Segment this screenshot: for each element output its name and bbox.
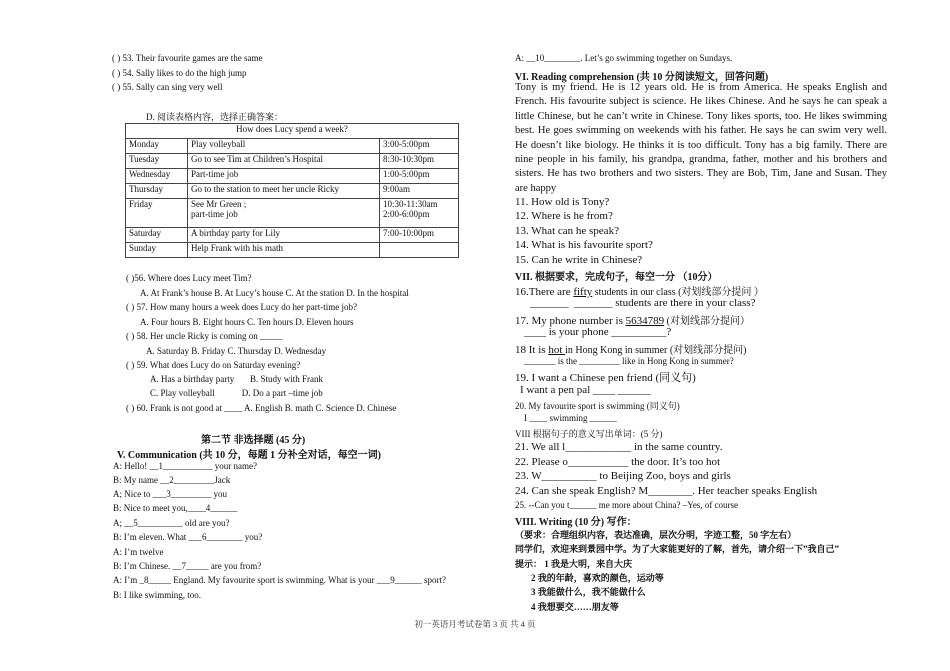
section-v-heading: V. Communication (共 10 分，每题 1 分补全对话，每空一词) [117,450,381,461]
part-two-heading: 第二节 非选择题 (45 分) [201,435,306,446]
question-17 [515,312,750,327]
question-14: 14. What is his favourite sport? [515,239,653,251]
question-16 [515,283,764,298]
table-cell: Play volleyball [188,139,380,154]
q17-text: 17. My phone number is [515,315,626,327]
cell-line: 10:30-11:30am [383,199,438,209]
table-row [126,139,459,154]
q18-underlined: hot [548,344,566,356]
options-58: A. Saturday B. Friday C. Thursday D. Wednesday [146,346,327,356]
question-21: 21. We all l____________ in the same country. [515,441,723,453]
dialog-line: B: My name __2_________Jack [113,475,231,485]
section-vi-heading: VI. Reading comprehension (共 10 分阅读短文，回答问题) [515,72,769,83]
writing-hint: 提示： 1 我是大明，来自大庆 [515,559,633,569]
table-cell: Help Frank with his math [188,243,380,258]
question-11: 11. How old is Tony? [515,196,610,208]
table-cell: Monday [126,139,188,154]
options-56: A. At Frank’s house B. At Lucy’s house C. At the station D. In the hospital [140,288,409,298]
reading-passage: Tony is my friend. He is 12 years old. He is from America. He speaks English and French. His favourite subject is science. He likes Chinese. And he says he can speak a little Chinese, but he can’t write in Chinese. Tony likes sports, too. He likes swimming best. He goes swimming on weekends with his father. He says he can swim very well. He doesn’t like biology. He thinks it is too difficult. Tony has a big family. There are nine people in his family, his grandpa, grandma, father, mother and his brothers and sisters. He has two brothers and two sisters. They are Bob, Tim, Jane and Susan. They are happy [515,82,887,194]
table-cell: Go to see Tim at Children’s Hospital [188,154,380,169]
table-cell: 9:00am [380,184,459,199]
table-cell: 1:00-5:00pm [380,169,459,184]
q18-instruction: in Hong Kong in summer (对划线部分提问) [565,345,747,356]
q18-text: 18 It is [515,344,549,356]
cell-line: part-time job [191,209,238,219]
table-cell [380,243,459,258]
cell-line: 2:00-6:00pm [383,209,430,219]
writing-hint-2: 2 我的年龄，喜欢的颜色，运动等 [531,573,664,583]
dialog-line: A: I’m twelve [113,547,164,557]
table-row [126,199,459,228]
table-cell [188,199,380,228]
table-cell: Friday [126,199,188,228]
writing-requirements: （要求：合理组织内容，表达准确，层次分明，字迹工整，50 字左右） [515,530,797,540]
section-d-heading: D. 阅读表格内容，选择正确答案： [146,112,284,122]
table-cell: Part-time job [188,169,380,184]
dialog-line-10: A: __10________. Let’s go swimming together on Sundays. [515,53,733,63]
table-row [126,228,459,243]
dialog-line: B: Nice to meet you,____4______ [113,503,238,513]
table-cell: Go to the station to meet her uncle Ricky [188,184,380,199]
dialog-line: A: Hello! __1___________ your name? [113,461,257,471]
page-footer: 初一英语月考试卷第 3 页 共 4 页 [414,619,536,629]
options-59-cd: C. Play volleyball D. Do a part –time job [150,388,323,398]
schedule-table [125,123,459,258]
table-cell: Thursday [126,184,188,199]
table-title: How does Lucy spend a week? [126,124,459,139]
q17-instruction: (对划线部分提问） [664,316,750,327]
question-23: 23. W__________ to Beijing Zoo, boys and girls [515,470,731,482]
cell-line: See Mr Green ; [191,199,247,209]
options-57: A. Four hours B. Eight hours C. Ten hours D. Eleven hours [140,317,354,327]
q16-underlined: fifty [573,286,593,298]
table-cell: Saturday [126,228,188,243]
answer-17: ____ is your phone __________? [524,326,672,338]
table-cell: Wednesday [126,169,188,184]
question-55: ( ) 55. Sally can sing very well [112,82,223,92]
question-56: ( )56. Where does Lucy meet Tim? [126,273,252,283]
answer-18: _______ is the _________ like in Hong Kong in summer? [524,356,734,366]
table-cell: 7:00-10:00pm [380,228,459,243]
question-24: 24. Can she speak English? M________. Her teacher speaks English [515,485,818,497]
question-15: 15. Can he write in Chinese? [515,254,643,266]
table-cell: Sunday [126,243,188,258]
question-25: 25. --Can you t______ me more about China? –Yes, of course [515,500,739,510]
section-vii-heading: VII. 根据要求，完成句子，每空一分 （10分） [515,272,718,283]
table-row [126,154,459,169]
answer-19: I want a pen pal ____ ______ [520,384,651,396]
q17-underlined: 5634789 [625,315,665,327]
dialog-line: A: I’m _8_____ England. My favourite sport is swimming. What is your ___9______ sport? [113,575,447,585]
table-row [126,184,459,199]
question-19: 19. I want a Chinese pen friend (同义句) [515,372,696,384]
options-59-ab: A. Has a birthday party B. Study with Frank [150,374,323,384]
question-20: 20. My favourite sport is swimming (同义句) [515,401,680,411]
dialog-line: A; Nice to ___3_________ you [113,489,227,499]
answer-16: _______ _______ students are there in your class? [530,297,756,309]
section-viii-heading: VIII 根据句子的意义写出单词：(5 分) [515,429,663,439]
table-row [126,169,459,184]
question-59: ( ) 59. What does Lucy do on Saturday evening? [126,360,301,370]
dialog-line: B: I like swimming, too. [113,590,202,600]
question-22: 22. Please o___________ the door. It’s too hot [515,456,721,468]
question-53: ( ) 53. Their favourite games are the same [112,53,263,63]
dialog-line: A; __5__________ old are you? [113,518,230,528]
question-58: ( ) 58. Her uncle Ricky is coming on _____ [126,331,283,341]
question-57: ( ) 57. How many hours a week does Lucy do her part-time job? [126,302,357,312]
dialog-line: B: I’m Chinese. __7_____ are you from? [113,561,262,571]
question-12: 12. Where is he from? [515,210,613,222]
writing-hint-4: 4 我想要交……朋友等 [531,602,619,612]
writing-heading: VIII. Writing (10 分) 写作： [515,517,637,528]
table-cell: 8:30-10:30pm [380,154,459,169]
question-18 [515,341,747,356]
question-60: ( ) 60. Frank is not good at ____ A. English B. math C. Science D. Chinese [126,403,397,413]
q16-text: 16.There are [515,286,574,298]
table-cell: Tuesday [126,154,188,169]
table-cell: A birthday party for Lily [188,228,380,243]
q16-instruction: students in our class (对划线部分提问 ） [592,287,764,298]
writing-hint-3: 3 我能做什么，我不能做什么 [531,587,646,597]
table-row [126,243,459,258]
dialog-line: B: I’m eleven. What ___6________ you? [113,532,263,542]
question-54: ( ) 54. Sally likes to do the high jump [112,68,247,78]
writing-prompt: 同学们，欢迎来到景园中学。为了大家能更好的了解，首先，请介绍一下”我自己” [515,544,840,554]
table-cell: 3:00-5:00pm [380,139,459,154]
question-13: 13. What can he speak? [515,225,619,237]
answer-20: I ____ swimming ______ [524,413,617,423]
table-cell [380,199,459,228]
